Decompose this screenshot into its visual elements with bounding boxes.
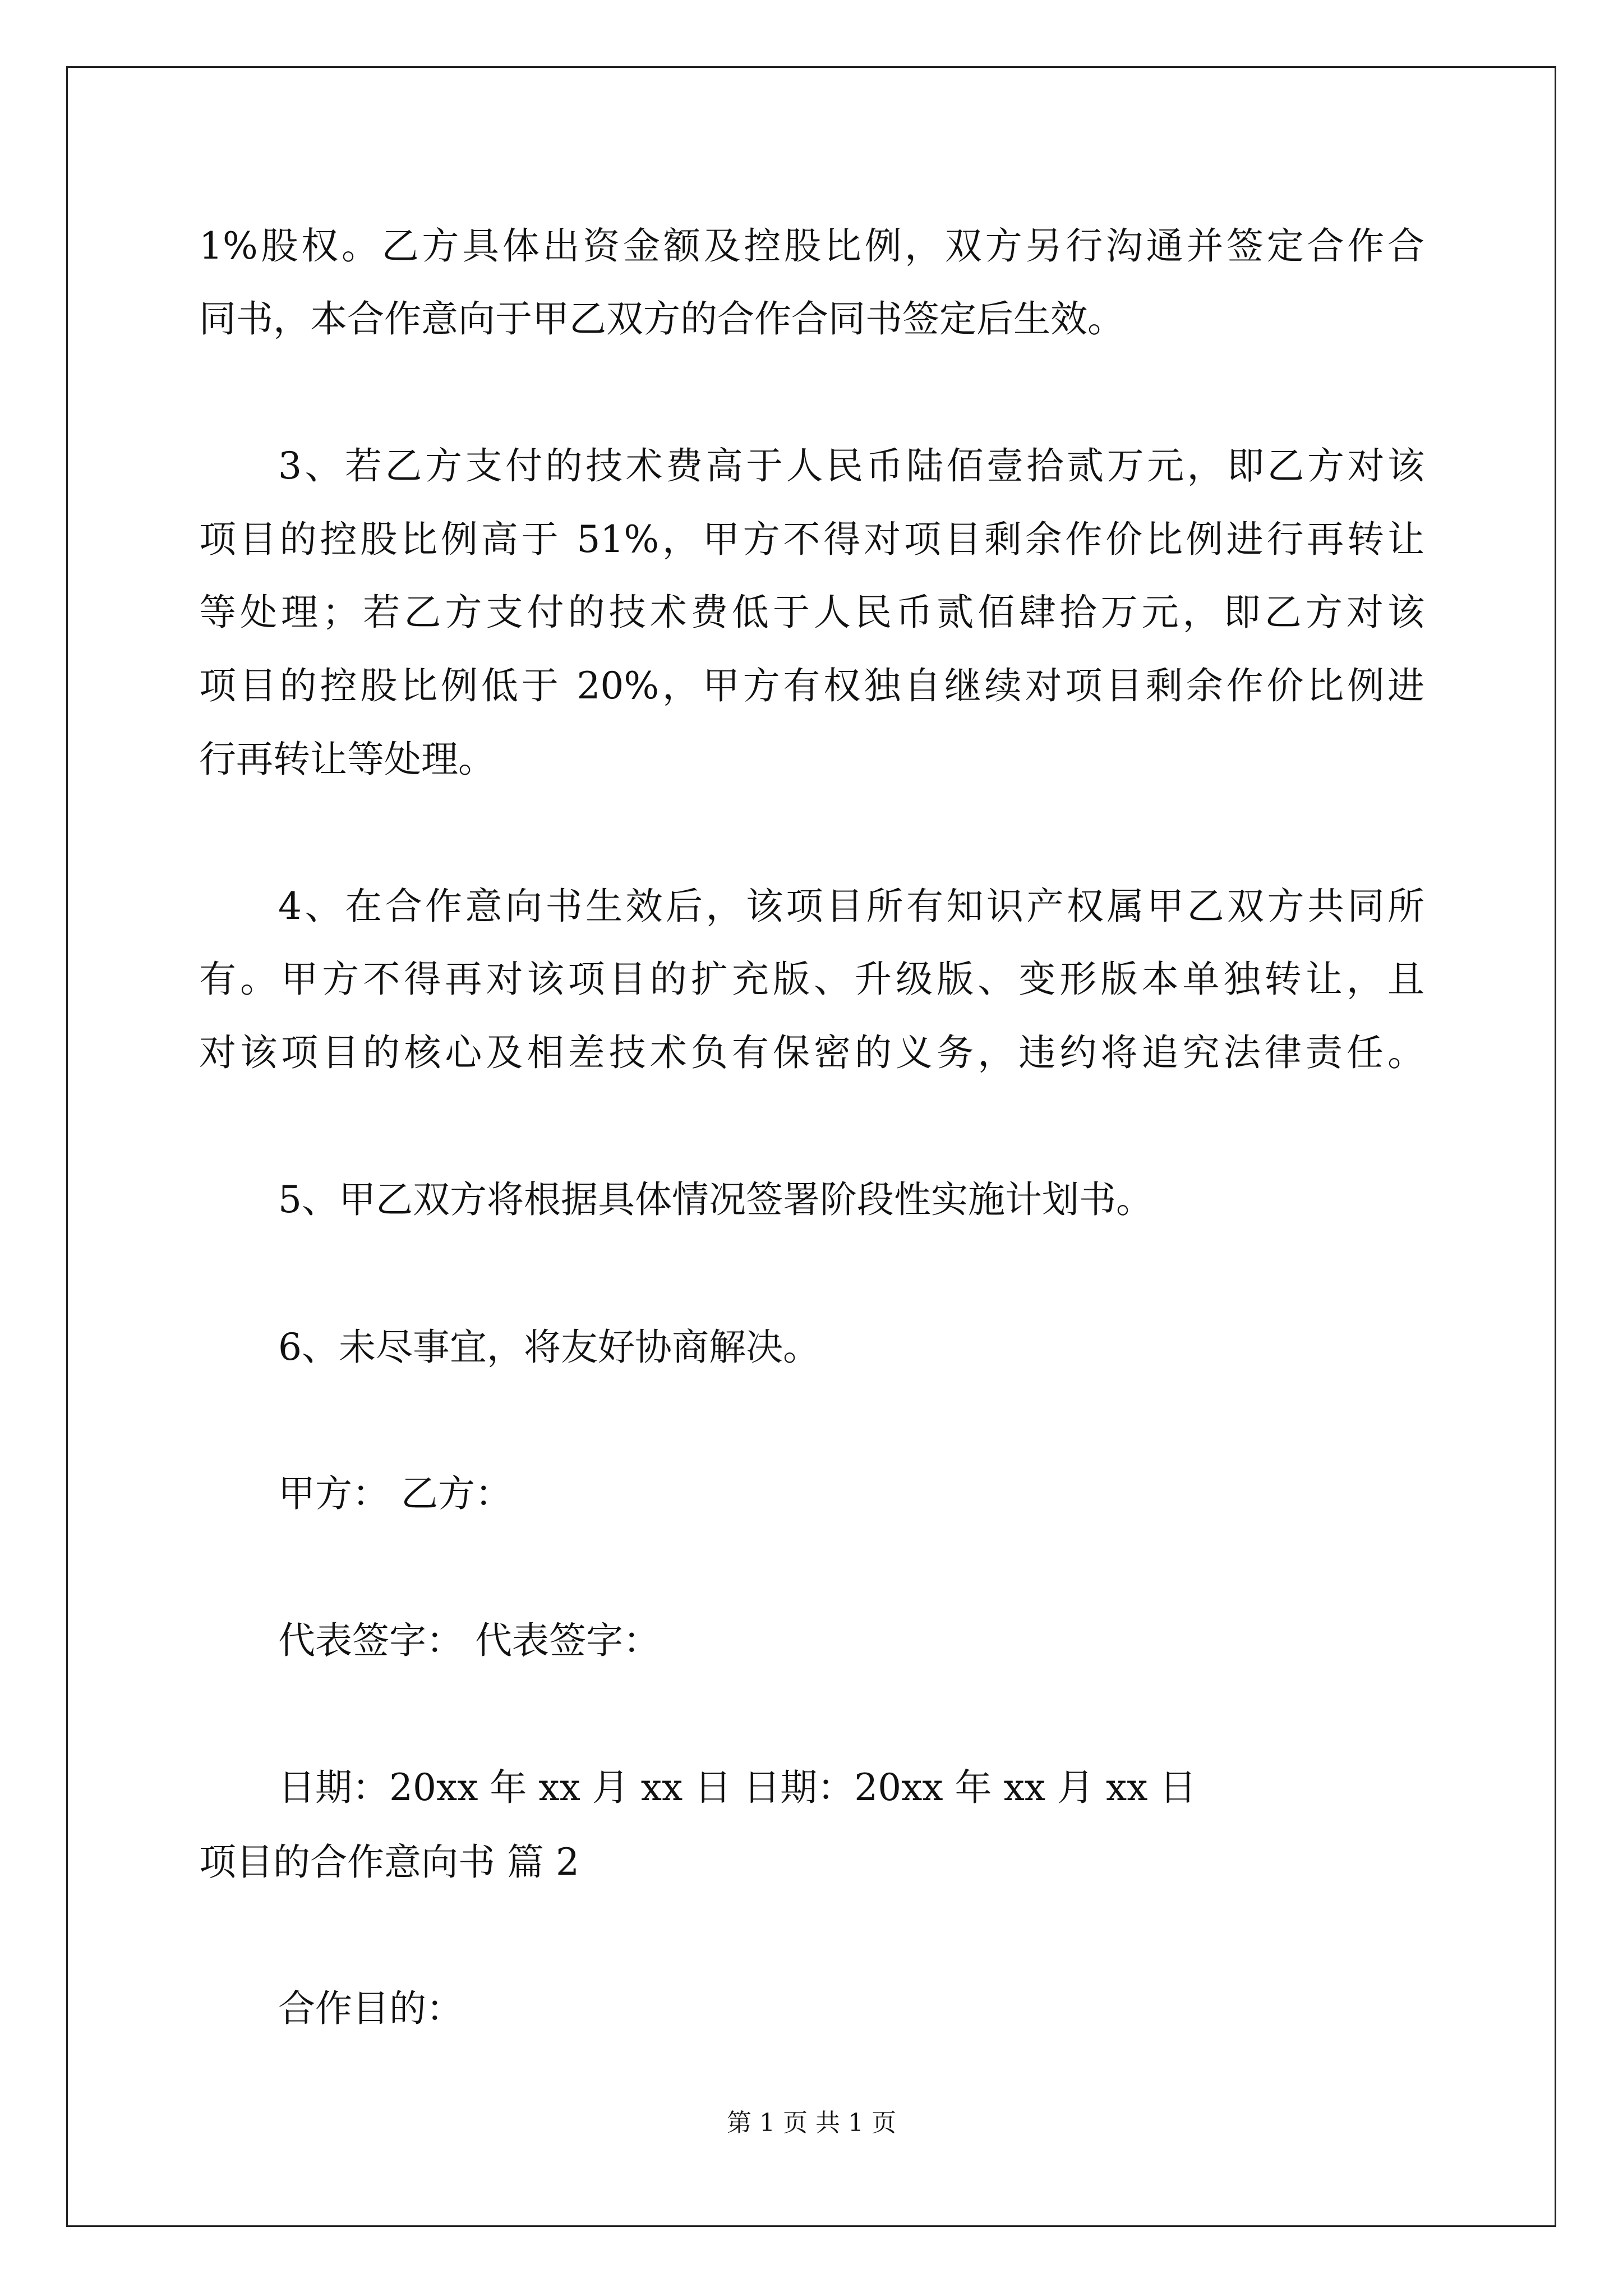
clause-3-line-1: 3、若乙方支付的技术费高于人民币陆佰壹拾贰万元，即乙方对该 — [278, 444, 1424, 487]
text-line-1: 1%股权。乙方具体出资金额及控股比例，双方另行沟通并签定合作合 — [199, 224, 1424, 268]
clause-4-line-3: 对该项目的核心及相差技术负有保密的义务，违约将追究法律责任。 — [199, 1031, 1424, 1074]
clause-4-line-2: 有。甲方不得再对该项目的扩充版、升级版、变形版本单独转让，且 — [199, 958, 1424, 1001]
clause-6: 6、未尽事宜，将友好协商解决。 — [278, 1326, 820, 1369]
clause-4-line-1: 4、在合作意向书生效后，该项目所有知识产权属甲乙双方共同所 — [278, 885, 1424, 928]
page-border — [66, 66, 1556, 2227]
signature-labels: 代表签字： 代表签字： — [278, 1619, 660, 1662]
clause-3-line-4: 项目的控股比例低于 20%，甲方有权独自继续对项目剩余作价比例进 — [199, 664, 1424, 707]
page-number-footer: 第 1 页 共 1 页 — [727, 2109, 896, 2137]
date-labels: 日期：20xx 年 xx 月 xx 日 日期：20xx 年 xx 月 xx 日 — [278, 1766, 1197, 1809]
clause-3-line-5: 行再转让等处理。 — [199, 738, 495, 781]
clause-3-line-2: 项目的控股比例高于 51%，甲方不得对项目剩余作价比例进行再转让 — [199, 518, 1424, 561]
section-heading: 项目的合作意向书 篇 2 — [199, 1841, 579, 1884]
clause-3-line-3: 等处理；若乙方支付的技术费低于人民币贰佰肆拾万元，即乙方对该 — [199, 591, 1424, 634]
clause-5: 5、甲乙双方将根据具体情况签署阶段性实施计划书。 — [278, 1178, 1153, 1221]
cooperation-purpose-label: 合作目的： — [278, 1987, 463, 2030]
text-line-2: 同书，本合作意向于甲乙双方的合作合同书签定后生效。 — [199, 297, 1124, 341]
party-labels: 甲方： 乙方： — [278, 1472, 512, 1515]
